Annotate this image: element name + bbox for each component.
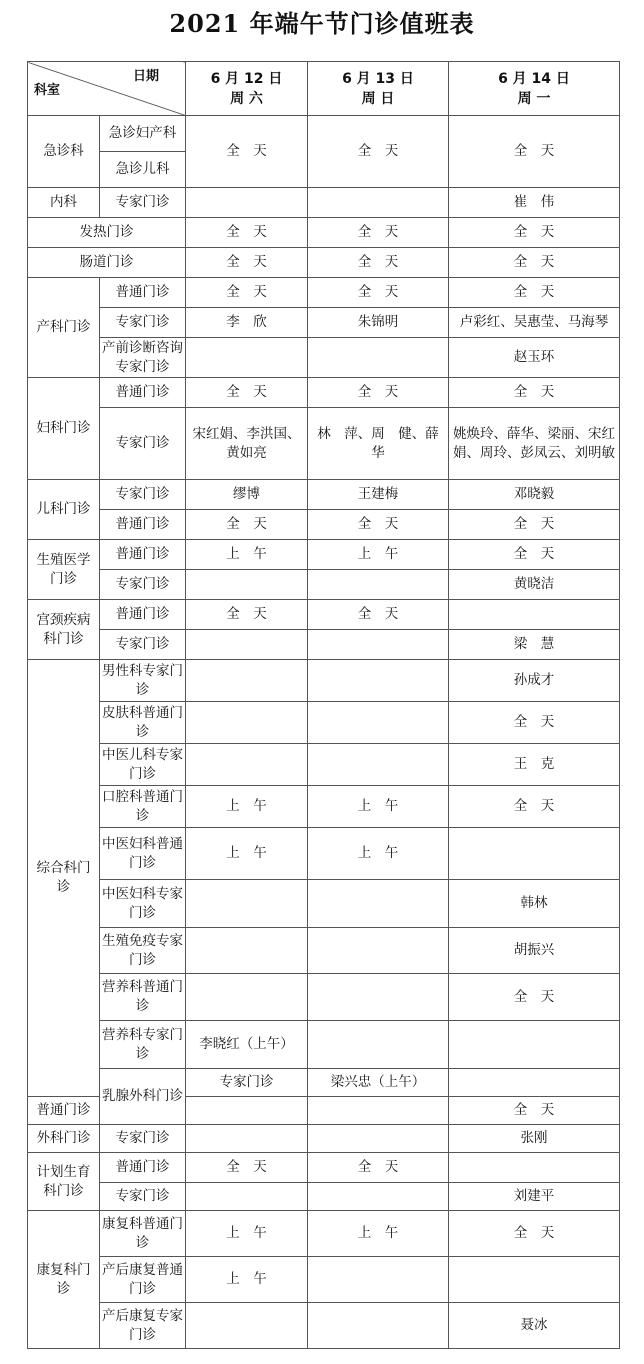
day-header-2: [308, 62, 449, 116]
subrow-label: 皮肤科普通门诊: [100, 702, 186, 744]
schedule-cell: [308, 702, 449, 744]
group-cell-pediatrics: 儿科门诊: [28, 480, 100, 540]
group-cell-intestinal: 肠道门诊: [28, 248, 186, 278]
schedule-cell: 上 午: [186, 828, 308, 880]
table-row: [28, 1303, 620, 1349]
schedule-cell: 全 天: [186, 1153, 308, 1183]
schedule-cell: 刘建平: [449, 1183, 620, 1211]
schedule-cell: 全 天: [449, 974, 620, 1021]
schedule-cell: 全 天: [449, 540, 620, 570]
schedule-cell: 崔 伟: [449, 188, 620, 218]
schedule-cell: 上 午: [186, 786, 308, 828]
day-weekday: 周 六: [230, 90, 263, 107]
schedule-cell: 全 天: [308, 248, 449, 278]
schedule-cell: 全 天: [449, 510, 620, 540]
day-weekday: 周 一: [517, 90, 551, 107]
schedule-cell: [449, 1021, 620, 1069]
table-row: [28, 62, 620, 116]
table-row: [28, 1257, 620, 1303]
schedule-cell: 全 天: [449, 116, 620, 188]
table-row: [28, 702, 620, 744]
schedule-cell: [186, 188, 308, 218]
day-date: 6 月 14 日: [498, 70, 570, 87]
schedule-cell: [308, 660, 449, 702]
table-row: [28, 278, 620, 308]
group-cell-rehab: 康复科门诊: [28, 1211, 100, 1349]
schedule-cell: 全 天: [449, 378, 620, 408]
schedule-cell: 卢彩红、吴惠莹、马海琴: [449, 308, 620, 338]
schedule-cell: 韩林: [449, 880, 620, 928]
subrow-label: 产后康复专家门诊: [100, 1303, 186, 1349]
group-cell-cervical: 宫颈疾病科门诊: [28, 600, 100, 660]
table-row: [28, 248, 620, 278]
schedule-cell: [449, 600, 620, 630]
schedule-cell: 全 天: [308, 378, 449, 408]
schedule-cell: 孙成才: [449, 660, 620, 702]
table-row: [28, 786, 620, 828]
header-corner-cell: [28, 62, 186, 116]
day-weekday: 周 日: [361, 90, 395, 107]
schedule-cell: 全 天: [308, 600, 449, 630]
subrow-label: 普通门诊: [100, 540, 186, 570]
subrow-label: 普通门诊: [28, 1097, 100, 1125]
schedule-cell: 梁兴忠（上午）: [308, 1069, 449, 1097]
schedule-cell: [308, 338, 449, 378]
table-row: [28, 880, 620, 928]
schedule-cell: 全 天: [308, 1153, 449, 1183]
subrow-label: 产后康复普通门诊: [100, 1257, 186, 1303]
subrow-label: 男性科专家门诊: [100, 660, 186, 702]
schedule-cell: 王建梅: [308, 480, 449, 510]
schedule-cell: 上 午: [186, 540, 308, 570]
date-header-label: 日期: [132, 69, 159, 84]
subrow-label: 中医儿科专家门诊: [100, 744, 186, 786]
table-row: [28, 928, 620, 974]
table-row: [28, 218, 620, 248]
schedule-cell: [308, 570, 449, 600]
page-title: 2021 年端午节门诊值班表: [169, 9, 475, 38]
schedule-cell: [186, 630, 308, 660]
schedule-cell: 王 克: [449, 744, 620, 786]
table-row: [28, 660, 620, 702]
group-cell-family-planning: 计划生育科门诊: [28, 1153, 100, 1211]
group-cell-comprehensive: 综合科门诊: [28, 660, 100, 1097]
table-row: [28, 1153, 620, 1183]
subrow-label: 专家门诊: [100, 630, 186, 660]
schedule-cell: 全 天: [186, 510, 308, 540]
subrow-label: 营养科普通门诊: [100, 974, 186, 1021]
subrow-label: 普通门诊: [100, 600, 186, 630]
schedule-cell: [308, 1021, 449, 1069]
schedule-cell: 全 天: [186, 278, 308, 308]
schedule-cell: 宋红娟、李洪国、黄如亮: [186, 408, 308, 480]
table-row: [28, 1069, 620, 1097]
table-row: [28, 1021, 620, 1069]
duty-schedule-table: [27, 61, 620, 1349]
group-cell-gynecology: 妇科门诊: [28, 378, 100, 480]
table-row: [28, 480, 620, 510]
schedule-cell: [308, 188, 449, 218]
table-row: [28, 1183, 620, 1211]
schedule-cell: [186, 702, 308, 744]
group-cell-fever: 发热门诊: [28, 218, 186, 248]
schedule-cell: [308, 630, 449, 660]
schedule-cell: 上 午: [186, 1211, 308, 1257]
subrow-label: 中医妇科普通门诊: [100, 828, 186, 880]
subrow-label: 中医妇科专家门诊: [100, 880, 186, 928]
schedule-cell: 朱锦明: [308, 308, 449, 338]
schedule-cell: [186, 660, 308, 702]
schedule-cell: 全 天: [449, 218, 620, 248]
schedule-cell: [186, 338, 308, 378]
schedule-cell: 黄晓洁: [449, 570, 620, 600]
schedule-cell: [186, 928, 308, 974]
schedule-cell: 聂冰: [449, 1303, 620, 1349]
schedule-cell: [186, 744, 308, 786]
group-cell-reproductive: 生殖医学门诊: [28, 540, 100, 600]
subrow-label: 营养科专家门诊: [100, 1021, 186, 1069]
subrow-label: 急诊儿科: [100, 152, 186, 188]
schedule-cell: [449, 828, 620, 880]
schedule-cell: [186, 1303, 308, 1349]
table-row: [28, 116, 620, 152]
group-cell-breast: 乳腺外科门诊: [100, 1069, 186, 1125]
group-cell-internal: 内科: [28, 188, 100, 218]
table-row: [28, 828, 620, 880]
schedule-cell: [308, 974, 449, 1021]
schedule-cell: 全 天: [186, 218, 308, 248]
schedule-cell: [186, 974, 308, 1021]
schedule-cell: 全 天: [186, 600, 308, 630]
schedule-cell: [186, 570, 308, 600]
schedule-cell: 全 天: [308, 218, 449, 248]
table-row: [28, 188, 620, 218]
schedule-cell: 全 天: [449, 1097, 620, 1125]
subrow-label: 专家门诊: [100, 188, 186, 218]
table-row: [28, 974, 620, 1021]
day-header-3: [449, 62, 620, 116]
table-row: [28, 630, 620, 660]
schedule-cell: 全 天: [186, 116, 308, 188]
subrow-label: 普通门诊: [100, 378, 186, 408]
subrow-label: 专家门诊: [186, 1069, 308, 1097]
schedule-cell: [308, 1183, 449, 1211]
schedule-cell: 全 天: [186, 248, 308, 278]
schedule-cell: 李晓红（上午）: [186, 1021, 308, 1069]
schedule-cell: 全 天: [308, 116, 449, 188]
schedule-cell: 林 萍、周 健、薛 华: [308, 408, 449, 480]
day-date: 6 月 12 日: [210, 70, 283, 87]
subrow-label: 专家门诊: [100, 408, 186, 480]
table-row: [28, 1125, 620, 1153]
subrow-label: 口腔科普通门诊: [100, 786, 186, 828]
subrow-label: 专家门诊: [100, 480, 186, 510]
table-row: [28, 570, 620, 600]
schedule-cell: [308, 1257, 449, 1303]
group-cell-obstetrics: 产科门诊: [28, 278, 100, 378]
schedule-cell: 全 天: [449, 278, 620, 308]
schedule-cell: 姚焕玲、薛华、梁丽、宋红娟、周玲、彭凤云、刘明敏: [449, 408, 620, 480]
subrow-label: 急诊妇产科: [100, 116, 186, 152]
table-row: [28, 408, 620, 480]
schedule-cell: 上 午: [308, 540, 449, 570]
table-row: [28, 540, 620, 570]
schedule-cell: 邓晓毅: [449, 480, 620, 510]
schedule-cell: 全 天: [449, 786, 620, 828]
subrow-label: 普通门诊: [100, 278, 186, 308]
schedule-cell: [308, 1097, 449, 1125]
table-row: [28, 510, 620, 540]
subrow-label: 产前诊断咨询专家门诊: [100, 338, 186, 378]
subrow-label: 康复科普通门诊: [100, 1211, 186, 1257]
schedule-cell: 全 天: [308, 510, 449, 540]
schedule-cell: 梁 慧: [449, 630, 620, 660]
schedule-cell: [308, 928, 449, 974]
subrow-label: 普通门诊: [100, 510, 186, 540]
table-row: [28, 600, 620, 630]
schedule-cell: 李 欣: [186, 308, 308, 338]
schedule-cell: 全 天: [449, 702, 620, 744]
schedule-cell: [186, 1125, 308, 1153]
subrow-label: 生殖免疫专家门诊: [100, 928, 186, 974]
table-row: [28, 308, 620, 338]
schedule-cell: 赵玉环: [449, 338, 620, 378]
schedule-cell: [186, 1183, 308, 1211]
schedule-cell: 上 午: [186, 1257, 308, 1303]
table-row: [28, 744, 620, 786]
subrow-label: 普通门诊: [100, 1153, 186, 1183]
schedule-cell: [449, 1153, 620, 1183]
day-header-1: [186, 62, 308, 116]
subrow-label: 专家门诊: [100, 1125, 186, 1153]
department-header-label: 科室: [34, 83, 61, 98]
schedule-cell: [308, 880, 449, 928]
schedule-cell: [186, 880, 308, 928]
subrow-label: 专家门诊: [100, 570, 186, 600]
schedule-cell: 全 天: [449, 248, 620, 278]
table-row: [28, 1211, 620, 1257]
subrow-label: 专家门诊: [100, 308, 186, 338]
schedule-cell: 缪博: [186, 480, 308, 510]
table-row: [28, 338, 620, 378]
schedule-cell: 胡振兴: [449, 928, 620, 974]
day-date: 6 月 13 日: [342, 70, 414, 87]
schedule-cell: 上 午: [308, 1211, 449, 1257]
schedule-cell: [449, 1069, 620, 1097]
schedule-cell: [308, 744, 449, 786]
schedule-cell: 上 午: [308, 828, 449, 880]
schedule-cell: 张刚: [449, 1125, 620, 1153]
schedule-cell: 全 天: [186, 378, 308, 408]
subrow-label: 专家门诊: [100, 1183, 186, 1211]
schedule-cell: 上 午: [308, 786, 449, 828]
table-row: [28, 378, 620, 408]
group-cell-emergency: 急诊科: [28, 116, 100, 188]
group-cell-surgery: 外科门诊: [28, 1125, 100, 1153]
schedule-cell: [186, 1097, 308, 1125]
schedule-cell: [449, 1257, 620, 1303]
schedule-cell: [308, 1125, 449, 1153]
schedule-cell: 全 天: [308, 278, 449, 308]
schedule-cell: 全 天: [449, 1211, 620, 1257]
schedule-cell: [308, 1303, 449, 1349]
